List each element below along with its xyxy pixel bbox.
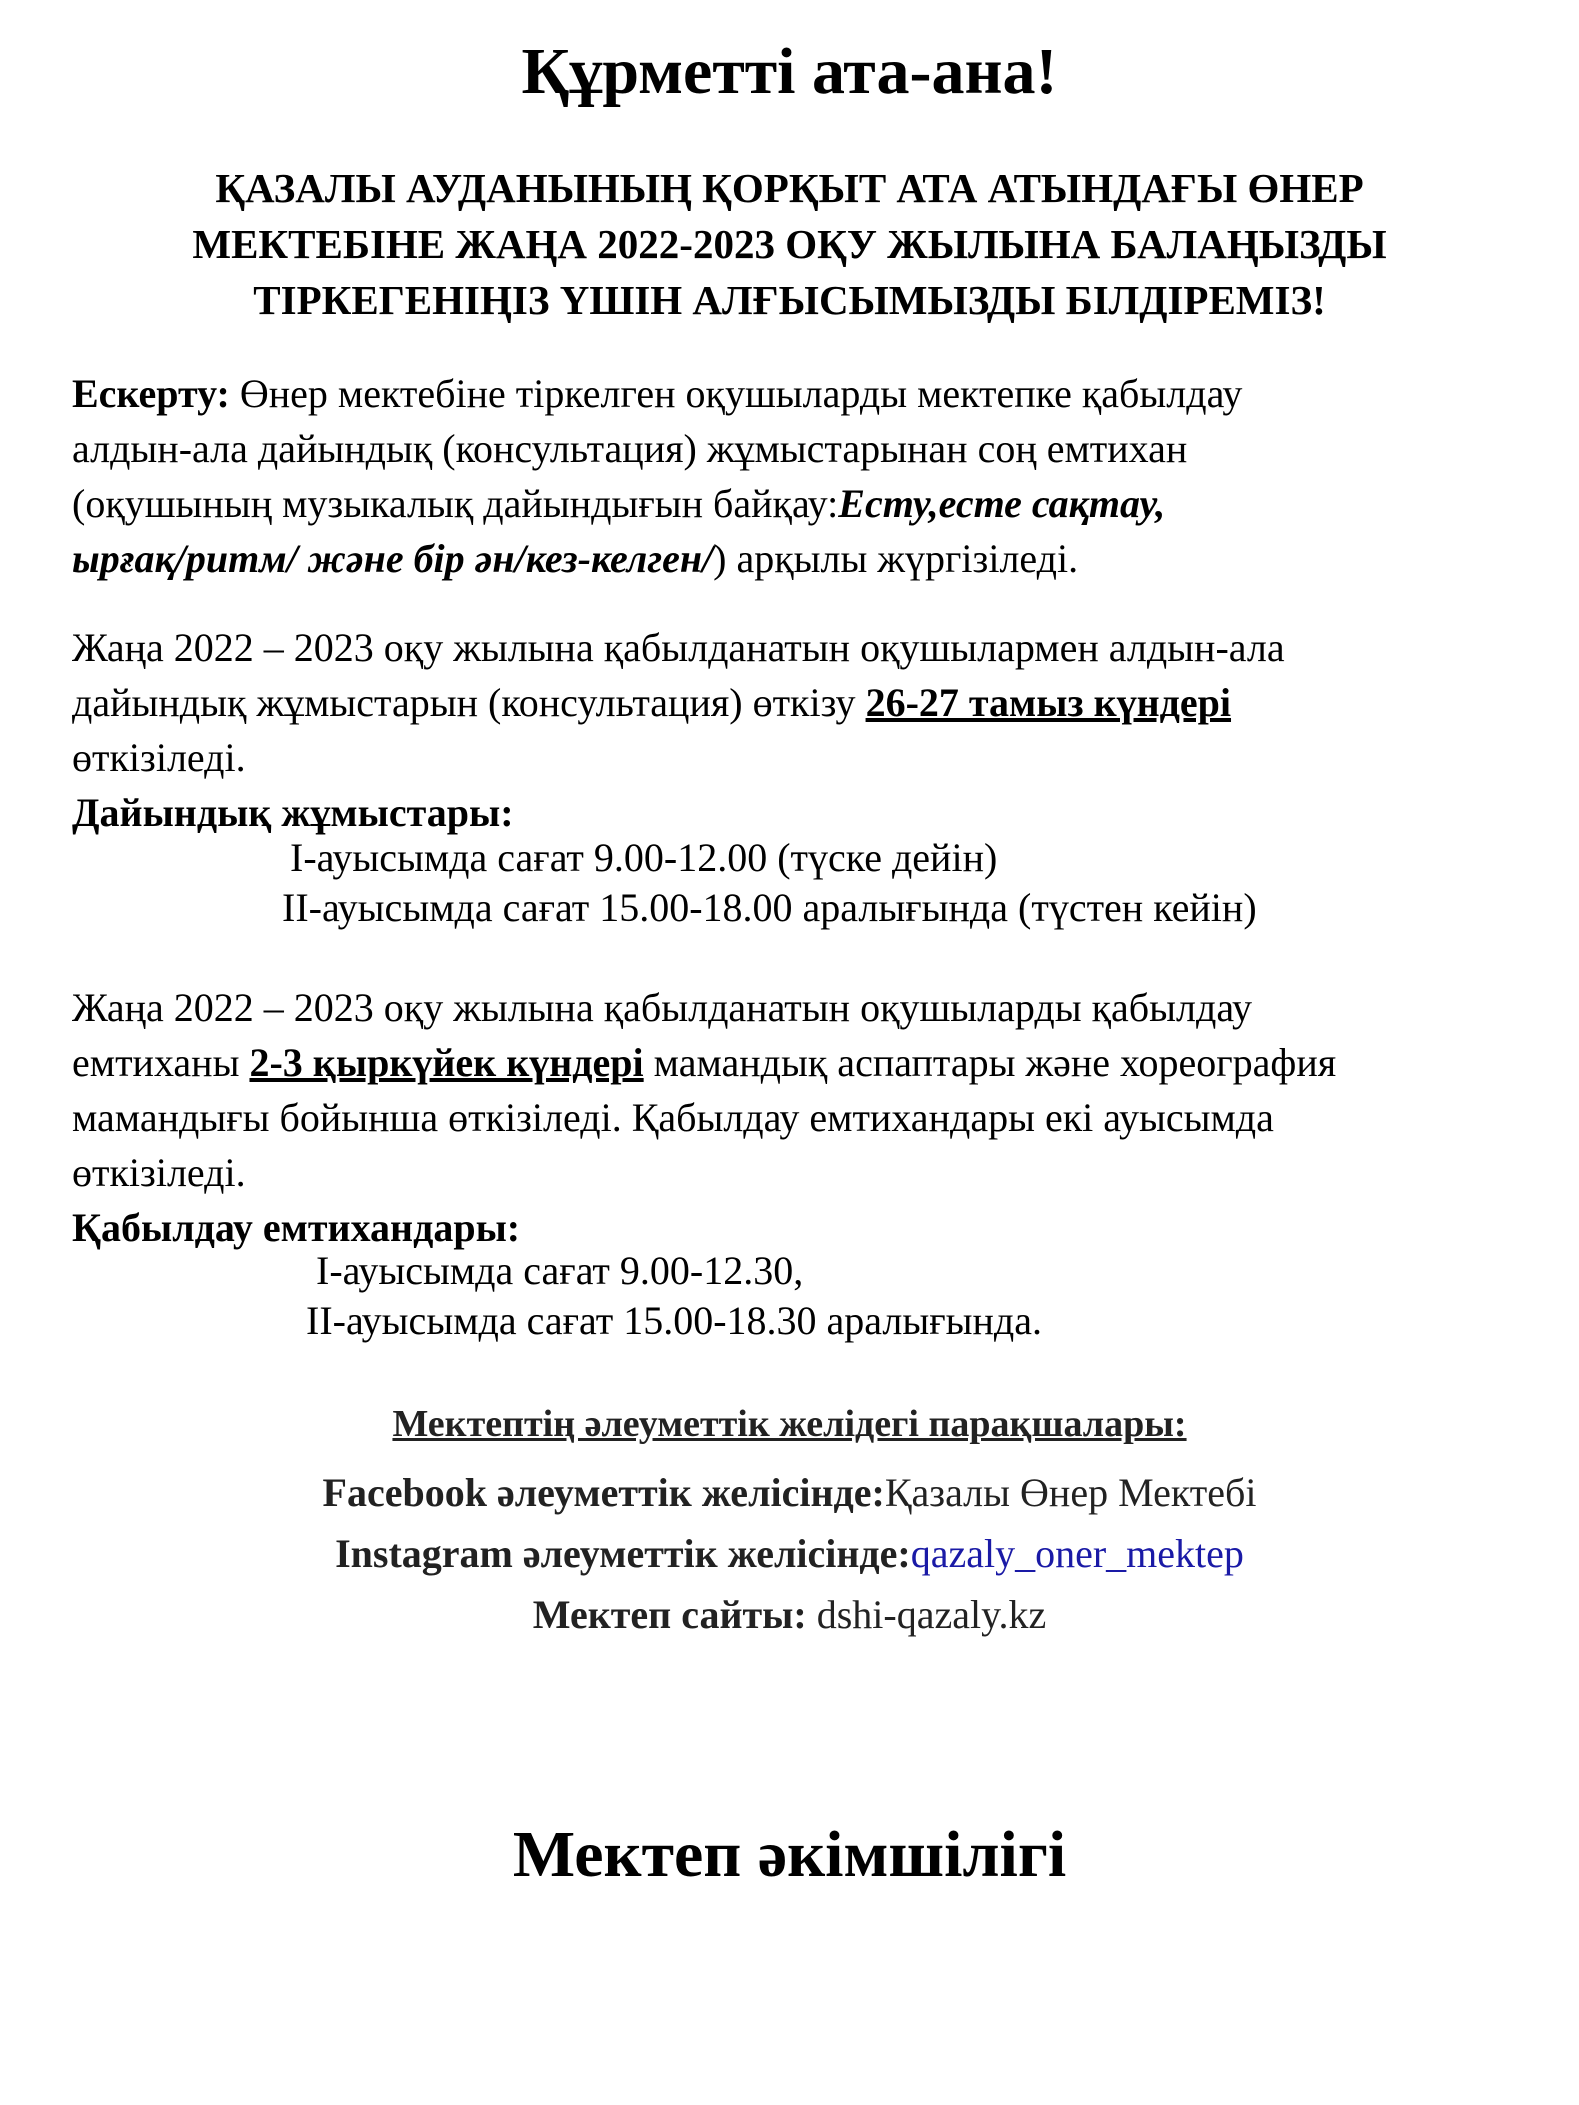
notice-text: Өнер мектебіне тіркелген оқушыларды мектепке қабылдау — [229, 371, 1243, 416]
notice-text: алдын-ала дайындық (консультация) жұмыстарынан соң емтихан — [72, 426, 1188, 471]
exam-dates: 2-3 қыркүйек күндері — [249, 1040, 644, 1085]
instagram-link[interactable]: qazaly_oner_mektep — [910, 1531, 1244, 1576]
exam-text: мамандық аспаптары және хореография — [643, 1040, 1337, 1085]
exam-text: өткізіледі. — [72, 1150, 246, 1195]
exam-text: емтиханы — [72, 1040, 250, 1085]
consultation-shift-1: І-ауысымда сағат 9.00-12.00 (түске дейін) — [290, 835, 998, 880]
website-url[interactable]: dshi-qazaly.kz — [806, 1592, 1047, 1637]
consultation-text: өткізіледі. — [72, 735, 246, 780]
social-pages-title: Мектептің әлеуметтік желідегі парақшалары: — [392, 1403, 1187, 1445]
page-title: Құрметті ата-ана! — [521, 35, 1058, 108]
website-label: Мектеп сайты: — [532, 1592, 807, 1637]
notice-emphasis: ырғақ/ритм/ және бір ән/кез-келген/ — [72, 536, 714, 581]
heading-line: МЕКТЕБІНЕ ЖАҢА 2022-2023 ОҚУ ЖЫЛЫНА БАЛАҢЫЗДЫ — [192, 221, 1387, 267]
instagram-label: Instagram әлеуметтік желісінде: — [335, 1531, 911, 1576]
notice-paragraph — [72, 366, 1242, 586]
exam-text: мамандығы бойынша өткізіледі. Қабылдау емтихандары екі ауысымда — [72, 1095, 1274, 1140]
exam-shift-1: І-ауысымда сағат 9.00-12.30, — [316, 1248, 804, 1293]
exam-text: Жаңа 2022 – 2023 оқу жылына қабылданатын оқушыларды қабылдау — [72, 985, 1253, 1030]
exam-schedule-title: Қабылдау емтихандары: — [72, 1205, 521, 1250]
facebook-label: Facebook әлеуметтік желісінде: — [322, 1470, 885, 1515]
signature: Мектеп әкімшілігі — [512, 1818, 1067, 1891]
facebook-line — [0, 1465, 1579, 1520]
heading-line: ҚАЗАЛЫ АУДАНЫНЫҢ ҚОРҚЫТ АТА АТЫНДАҒЫ ӨНЕР — [215, 165, 1364, 211]
notice-label: Ескерту: — [72, 371, 230, 416]
consultation-text: дайындық жұмыстарын (консультация) өткізу — [72, 680, 866, 725]
announcement-heading — [0, 160, 1579, 328]
consultation-schedule-title: Дайындық жұмыстары: — [72, 790, 514, 835]
consultation-text: Жаңа 2022 – 2023 оқу жылына қабылданатын оқушылармен алдын-ала — [72, 625, 1285, 670]
exam-paragraph — [72, 980, 1336, 1255]
consultation-paragraph — [72, 620, 1285, 840]
consultation-shift-2: ІІ-ауысымда сағат 15.00-18.00 аралығында (түстен кейін) — [282, 885, 1257, 930]
consultation-dates: 26-27 тамыз күндері — [865, 680, 1232, 725]
notice-text: ) арқылы жүргізіледі. — [713, 536, 1079, 581]
instagram-line — [0, 1526, 1579, 1581]
notice-text: (оқушының музыкалық дайындығын байқау: — [72, 481, 839, 526]
website-line — [0, 1587, 1579, 1642]
notice-emphasis: Есту,есте сақтау, — [838, 481, 1166, 526]
heading-line: ТІРКЕГЕНІҢІЗ ҮШІН АЛҒЫСЫМЫЗДЫ БІЛДІРЕМІЗ! — [253, 277, 1326, 323]
exam-shift-2: ІІ-ауысымда сағат 15.00-18.30 аралығында. — [306, 1298, 1043, 1343]
facebook-page-name[interactable]: Қазалы Өнер Мектебі — [884, 1470, 1257, 1515]
